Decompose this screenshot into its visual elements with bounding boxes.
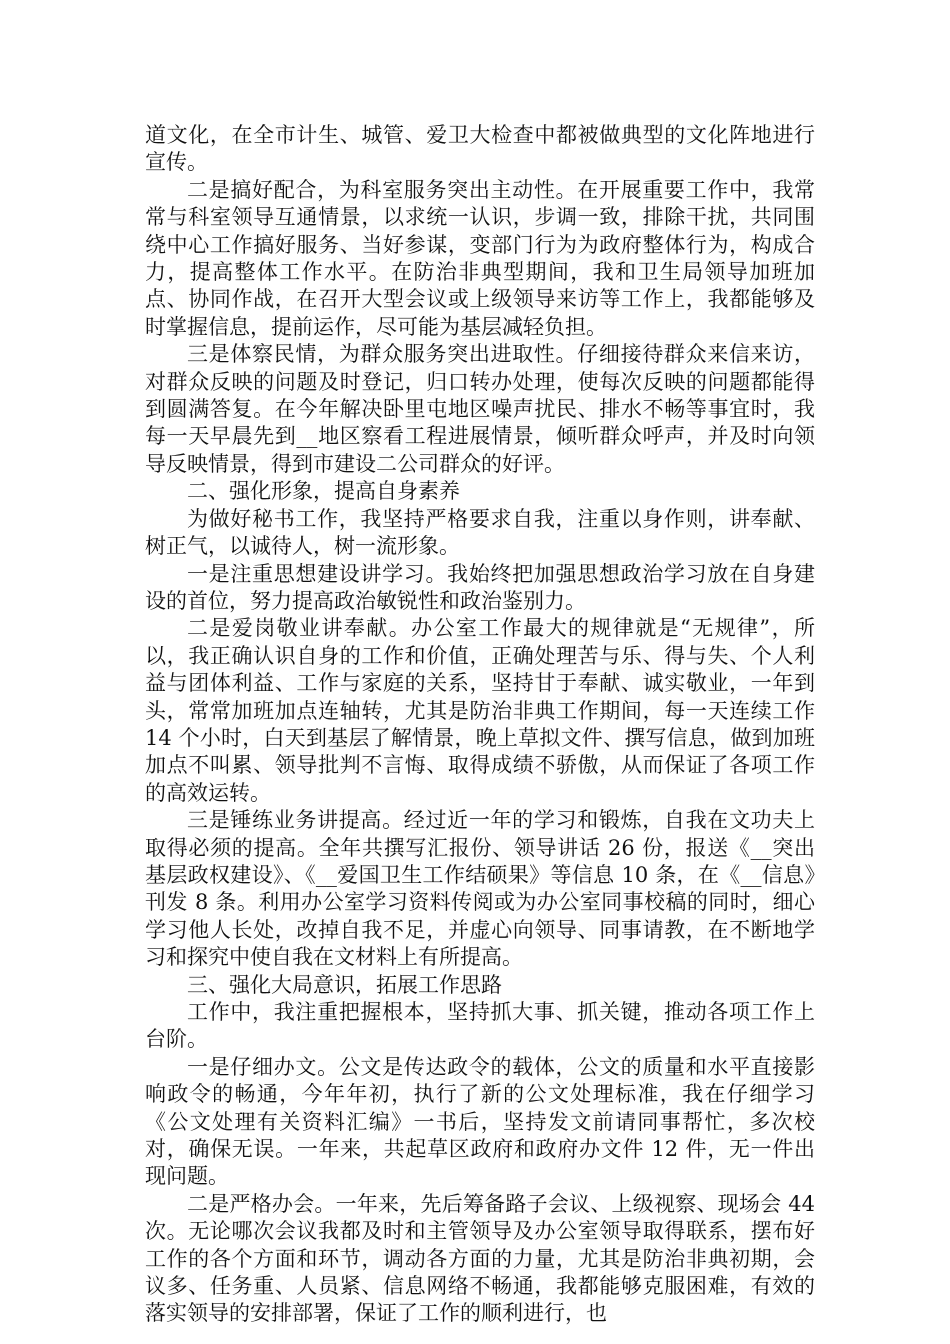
paragraph-study: 一是注重思想建设讲学习。我始终把加强思想政治学习放在自身建设的首位，努力提高政治敏锐性和政治鉴别力。 (145, 561, 815, 613)
paragraph-continuation: 道文化，在全市计生、城管、爱卫大检查中都被做典型的文化阵地进行宣传。 (145, 123, 815, 175)
paragraph-dedication: 二是爱岗敬业讲奉献。办公室工作最大的规律就是“无规律”，所以，我正确认识自身的工作和价值，正确处理苦与乐、得与失、个人利益与团体利益、工作与家庭的关系，坚持甘于奉献、诚实敬业，一年到头，常常加班加点连轴转，尤其是防治非典工作期间，每一天连续工作 14 个小时，白天到基层了解情景，晚上草拟文件、撰写信息，做到加班加点不叫累、领导批判不言悔、取得成绩不骄傲，从而保证了各项工作的高效运转。 (145, 616, 815, 805)
document-body (145, 122, 815, 1328)
section-heading-image: 二、强化形象，提高自身素养 (187, 479, 460, 504)
paragraph-public-service: 三是体察民情，为群众服务突出进取性。仔细接待群众来信来访，对群众反映的问题及时登记，归口转办处理，使每次反映的问题都能得到圆满答复。在今年解决卧里屯地区噪声扰民、排水不畅等事宜时，我每一天早晨先到__地区察看工程进展情景，倾听群众呼声，并及时向领导反映情景，得到市建设二公司群众的好评。 (145, 342, 815, 476)
paragraph-documents: 一是仔细办文。公文是传达政令的载体，公文的质量和水平直接影响政令的畅通，今年年初，执行了新的公文处理标准，我在仔细学习《公文处理有关资料汇编》一书后，坚持发文前请同事帮忙，多次校对，确保无误。一年来，共起草区政府和政府办文件 12 件，无一件出现问题。 (145, 1054, 815, 1189)
paragraph-skills: 三是锤练业务讲提高。经过近一年的学习和锻炼，自我在文功夫上取得必须的提高。全年共撰写汇报份、领导讲话 26 份，报送《__突出基层政权建设》、《__爱国卫生工作结硕果》等信息 10 条，在《__信息》刊发 8 条。利用办公室学习资料传阅或为办公室同事校稿的同时，细心学习他人长处，改掉自我不足，并虚心向领导、同事请教，在不断地学习和探究中使自我在文材料上有所提高。 (145, 808, 815, 970)
section-heading-overall: 三、强化大局意识，拓展工作思路 (187, 972, 502, 997)
paragraph-self-discipline: 为做好秘书工作，我坚持严格要求自我，注重以身作则，讲奉献、树正气，以诚待人，树一流形象。 (145, 506, 815, 559)
paragraph-cooperation: 二是搞好配合，为科室服务突出主动性。在开展重要工作中，我常常与科室领导互通情景，以求统一认识，步调一致，排除干扰，共同围绕中心工作搞好服务、当好参谋，变部门行为为政府整体行为，构成合力，提高整体工作水平。在防治非典型期间，我和卫生局领导加班加点、协同作战，在召开大型会议或上级领导来访等工作上，我都能够及时掌握信息，提前运作，尽可能为基层减轻负担。 (145, 177, 815, 339)
paragraph-work-focus: 工作中，我注重把握根本，坚持抓大事、抓关键，推动各项工作上台阶。 (145, 1000, 815, 1052)
paragraph-meetings: 二是严格办会。一年来，先后筹备路子会议、上级视察、现场会 44 次。无论哪次会议我都及时和主管领导及办公室领导取得联系，摆布好工作的各个方面和环节，调动各方面的力量，尤其是防治非典初期，会议多、任务重、人员紧、信息网络不畅通，我都能够克服困难，有效的落实领导的安排部署，保证了工作的顺利进行，也 (145, 1191, 815, 1326)
